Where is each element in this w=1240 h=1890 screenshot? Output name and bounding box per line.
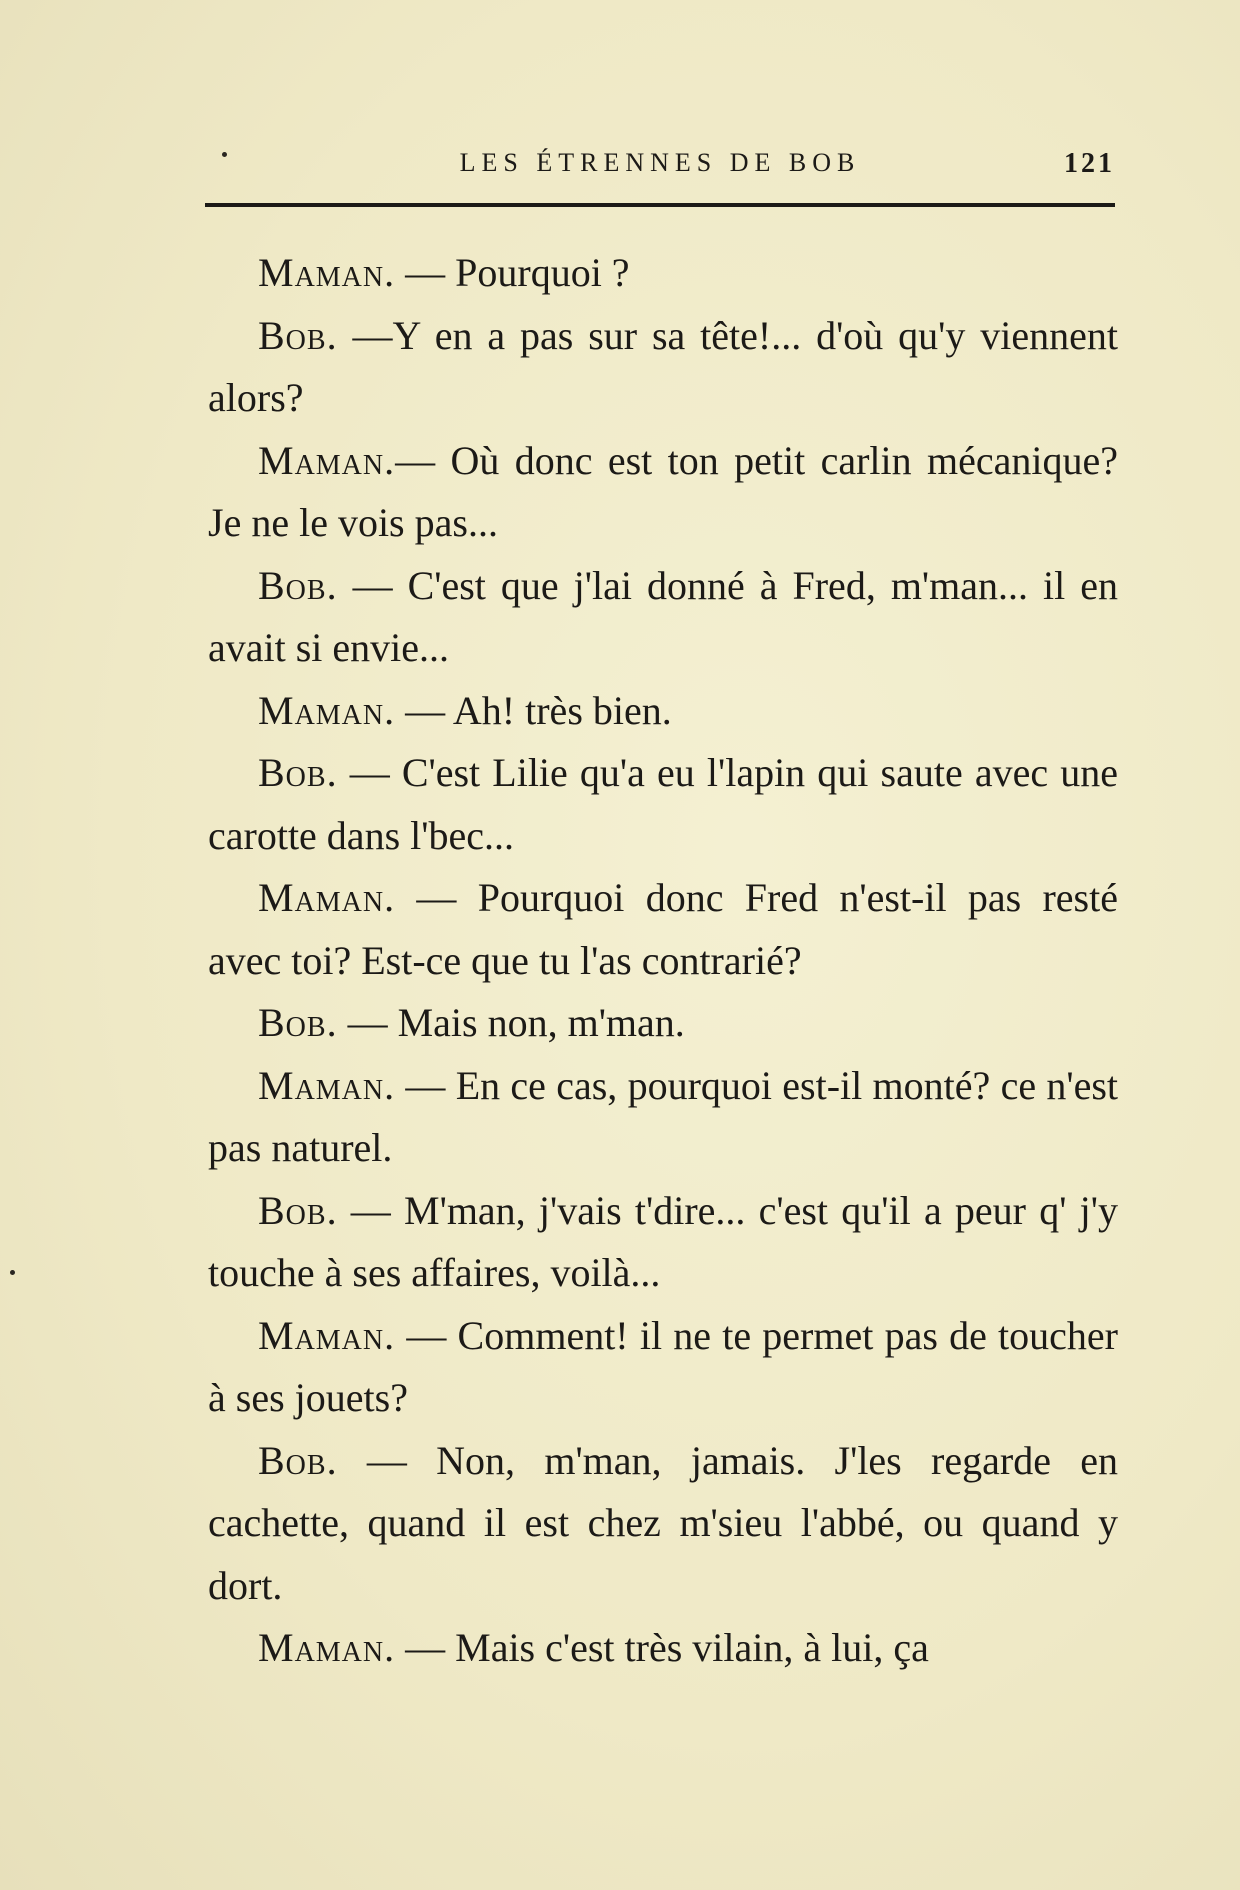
paper-speck [222, 152, 227, 157]
speaker-name: Maman. [258, 250, 396, 295]
speaker-name: Bob. [258, 750, 338, 795]
dialogue-line: — Où donc est ton petit carlin mécanique? Je ne le vois pas... [208, 437, 1118, 545]
speaker-name: Bob. [258, 562, 338, 608]
speaker-name: Bob. [258, 1437, 338, 1483]
dialogue-line: — C'est Lilie qu'a eu l'lapin qui saute avec une carotte dans l'bec... [208, 750, 1118, 858]
dialogue-paragraph [208, 430, 1118, 555]
dialogue-line: — Mais c'est très vilain, à lui, ça [395, 1625, 929, 1670]
speaker-name: Maman. [258, 875, 396, 920]
dialogue-paragraph [208, 992, 1118, 1055]
dialogue-line: — C'est que j'lai donné à Fred, m'man... il en avait si envie... [208, 562, 1118, 670]
paper-speck [10, 1270, 15, 1275]
dialogue-line: — M'man, j'vais t'dire... c'est qu'il a peur q' j'y touche à ses affaires, voilà... [208, 1187, 1118, 1295]
dialogue-paragraph [208, 867, 1118, 992]
header-rule [205, 203, 1115, 207]
dialogue-line: — Comment! il ne te permet pas de toucher à ses jouets? [208, 1312, 1118, 1420]
dialogue-paragraph [208, 555, 1118, 680]
speaker-name: Maman. [258, 437, 396, 483]
dialogue-line: — En ce cas, pourquoi est-il monté? ce n'est pas naturel. [208, 1062, 1118, 1170]
speaker-name: Bob. [258, 312, 338, 358]
dialogue-text [208, 242, 1118, 1680]
dialogue-paragraph [208, 1180, 1118, 1305]
dialogue-line: — Ah! très bien. [395, 687, 672, 733]
dialogue-paragraph [208, 1430, 1118, 1618]
dialogue-paragraph [208, 305, 1118, 430]
speaker-name: Bob. [258, 1187, 338, 1233]
dialogue-line: — Pourquoi ? [395, 250, 630, 295]
dialogue-paragraph [208, 1305, 1118, 1430]
dialogue-line: — Pourquoi donc Fred n'est-il pas resté avec toi? Est-ce que tu l'as contrarié? [208, 875, 1118, 983]
speaker-name: Maman. [258, 1312, 396, 1358]
speaker-name: Maman. [258, 1625, 396, 1670]
running-title: LES ÉTRENNES DE BOB [459, 148, 861, 177]
speaker-name: Bob. [258, 1000, 338, 1045]
dialogue-paragraph [208, 1617, 1118, 1680]
dialogue-line: — Mais non, m'man. [337, 1000, 685, 1045]
dialogue-paragraph [208, 680, 1118, 743]
running-head [205, 148, 1115, 188]
speaker-name: Maman. [258, 687, 396, 733]
page-number: 121 [1064, 148, 1115, 179]
dialogue-paragraph [208, 742, 1118, 867]
speaker-name: Maman. [258, 1062, 396, 1108]
dialogue-paragraph [208, 1055, 1118, 1180]
dialogue-paragraph [208, 242, 1118, 305]
dialogue-line: — Non, m'man, jamais. J'les regarde en cachette, quand il est chez m'sieu l'abbé, ou quand y dort. [208, 1437, 1118, 1608]
dialogue-line: —Y en a pas sur sa tête!... d'où qu'y viennent alors? [208, 312, 1118, 420]
